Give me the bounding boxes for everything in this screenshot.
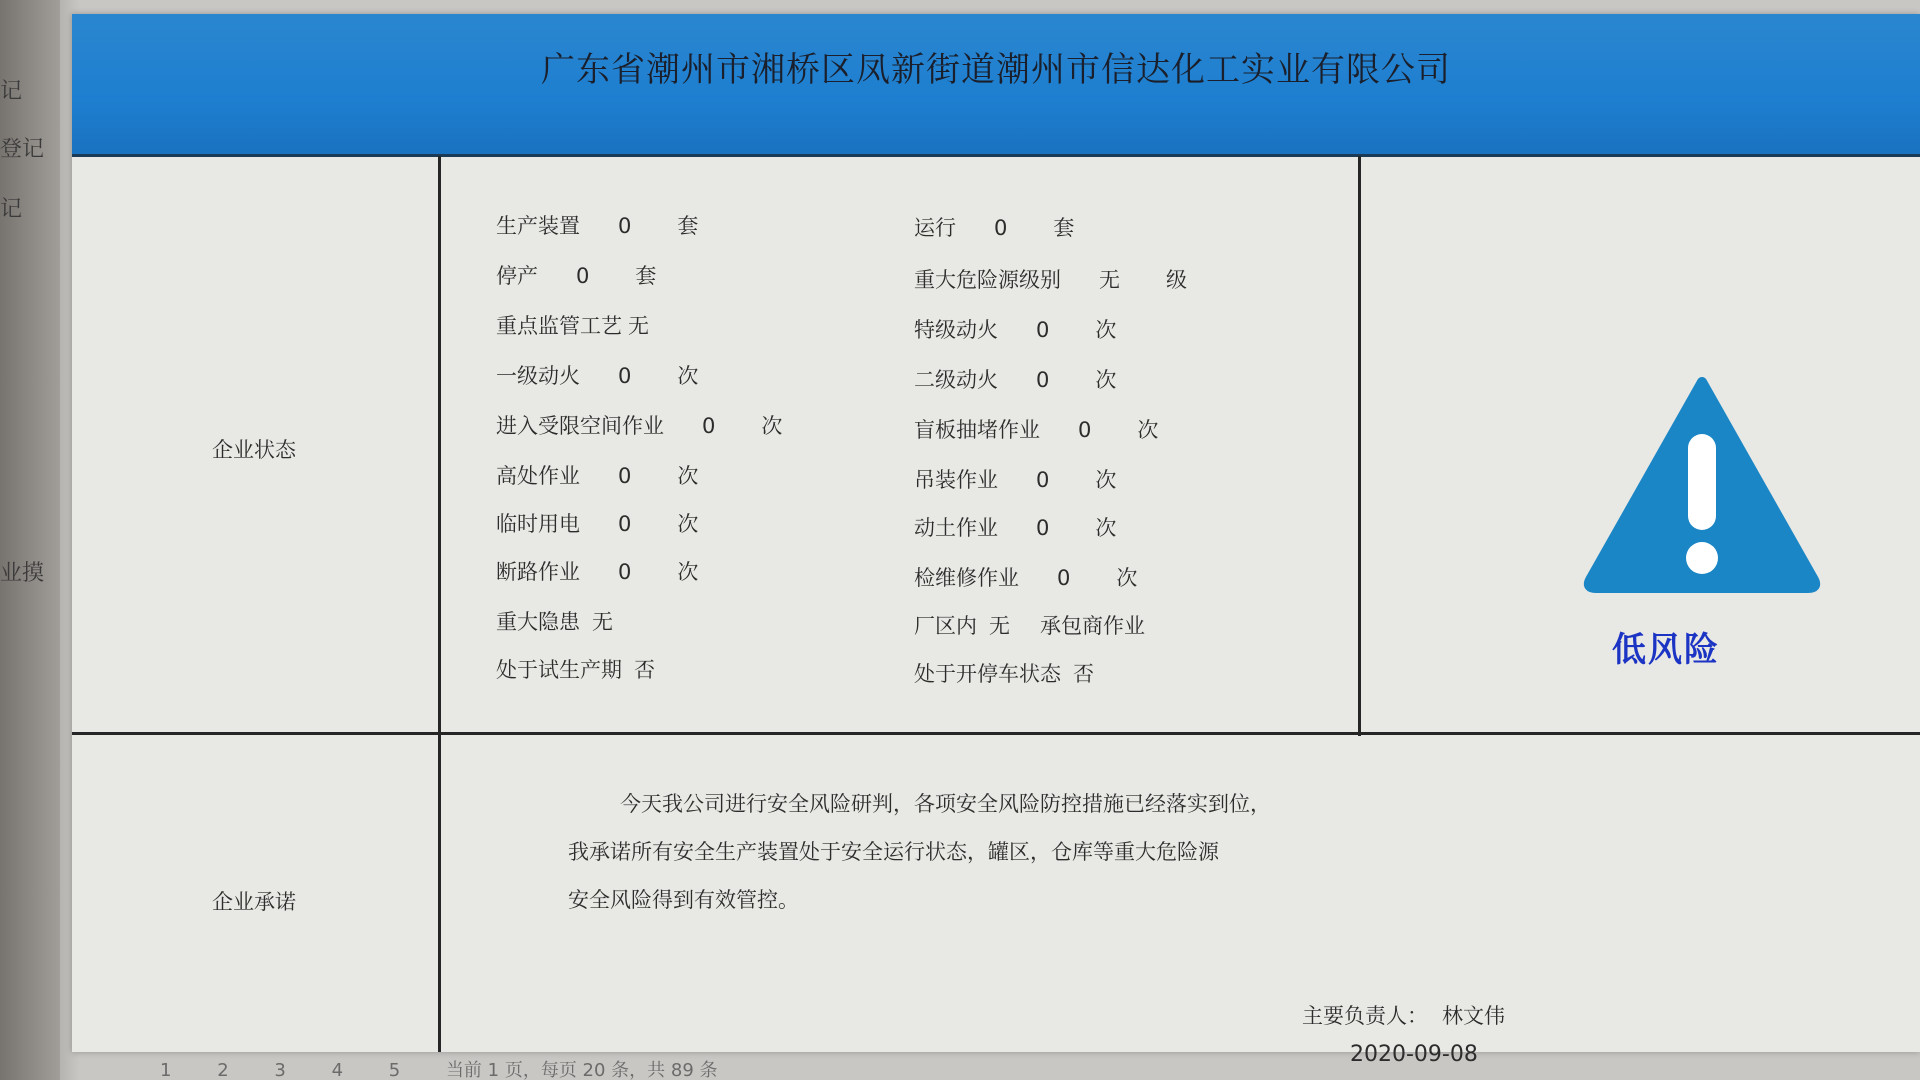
sidebar-item[interactable]: 记: [0, 79, 23, 104]
signer-label: 主要负责人：: [1302, 1004, 1428, 1028]
sidebar: [0, 0, 60, 1080]
page-link[interactable]: 2: [217, 1060, 229, 1080]
stat-item: 处于开停车状态 否: [914, 662, 1094, 686]
header-bar: [72, 14, 1920, 157]
grid-divider: [438, 156, 441, 1052]
commitment-date: 2020-09-08: [1350, 1042, 1478, 1067]
signer-name: 林文伟: [1442, 1004, 1505, 1028]
pagination-summary: 当前 1 页，每页 20 条，共 89 条: [445, 1060, 718, 1080]
stat-item: 生产装置 0 套: [496, 214, 699, 238]
grid-divider: [1358, 156, 1361, 736]
grid-divider: [72, 732, 1920, 735]
stat-item: 一级动火 0 次: [496, 364, 699, 388]
stat-item: 临时用电 0 次: [496, 512, 699, 536]
stat-item: 高处作业 0 次: [496, 464, 699, 488]
commitment-text: 今天我公司进行安全风险研判，各项安全风险防控措施已经落实到位，: [620, 792, 1271, 816]
commitment-text: 我承诺所有安全生产装置处于安全运行状态，罐区，仓库等重大危险源: [568, 840, 1219, 864]
stat-item: 吊装作业 0 次: [914, 468, 1117, 492]
warning-triangle-icon: [1582, 374, 1822, 594]
stat-item: 二级动火 0 次: [914, 368, 1117, 392]
pagination: [160, 1056, 1060, 1080]
status-section-label: 企业状态: [212, 438, 296, 462]
stat-item: 断路作业 0 次: [496, 560, 699, 584]
stat-item: 检维修作业 0 次: [914, 566, 1138, 590]
stat-item: 进入受限空间作业 0 次: [496, 414, 783, 438]
stat-item: 重点监管工艺 无: [496, 314, 649, 338]
company-title: 广东省潮州市湘桥区凤新街道潮州市信达化工实业有限公司: [541, 50, 1451, 90]
sidebar-item[interactable]: 登记: [0, 137, 45, 162]
sidebar-item[interactable]: 业摸: [0, 561, 45, 586]
enterprise-panel: [72, 14, 1920, 1067]
stat-item: 动土作业 0 次: [914, 516, 1117, 540]
sidebar-item[interactable]: 记: [0, 197, 23, 222]
risk-level-label: 低风险: [1612, 630, 1720, 670]
commitment-section-label: 企业承诺: [212, 890, 296, 914]
stat-item: 停产 0 套: [496, 264, 657, 288]
stat-item: 特级动火 0 次: [914, 318, 1117, 342]
page-link[interactable]: 1: [160, 1060, 172, 1080]
stat-item: 重大隐患 无: [496, 610, 613, 634]
stat-item: 厂区内 无 承包商作业: [914, 614, 1145, 638]
stat-item: 运行 0 套: [914, 216, 1075, 240]
page-link[interactable]: 5: [388, 1060, 401, 1080]
stat-item: 重大危险源级别 无 级: [914, 268, 1187, 292]
commitment-text: 安全风险得到有效管控。: [568, 888, 799, 912]
signer: [1302, 1000, 1505, 1030]
page-link[interactable]: 3: [274, 1060, 286, 1080]
page-link[interactable]: 4: [331, 1060, 344, 1080]
stat-item: 盲板抽堵作业 0 次: [914, 418, 1159, 442]
stat-item: 处于试生产期 否: [496, 658, 655, 682]
